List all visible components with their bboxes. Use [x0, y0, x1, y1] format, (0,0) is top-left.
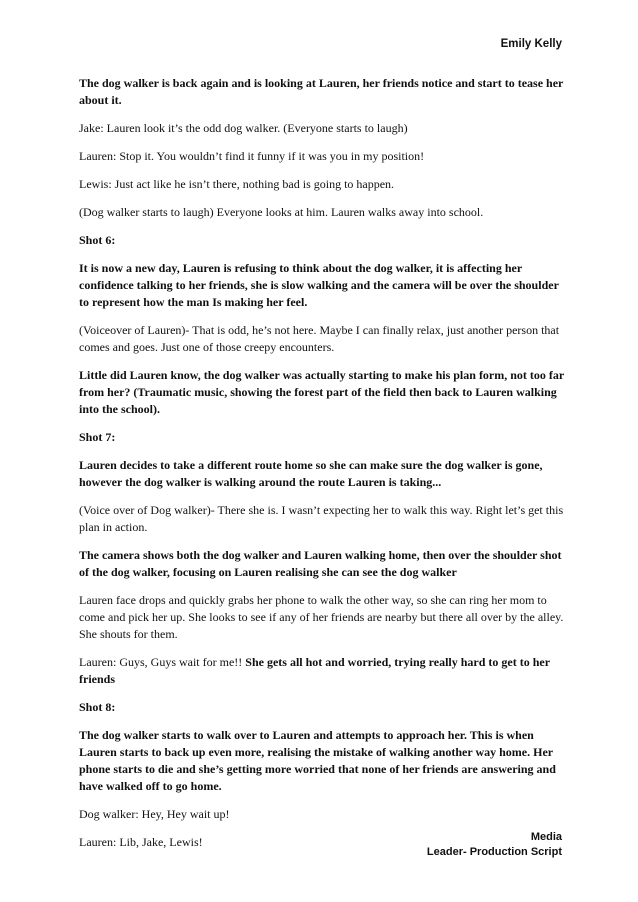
shot-heading: Shot 7:	[79, 430, 116, 444]
shot-heading: Shot 6:	[79, 233, 116, 247]
dialogue-line: Lauren: Stop it. You wouldn’t find it funny if it was you in my position!	[79, 149, 425, 163]
dialogue-line: Lewis: Just act like he isn’t there, nothing bad is going to happen.	[79, 177, 395, 191]
stage-direction: Lauren face drops and quickly grabs her phone to walk the other way, so she can ring her mom to come and pick her up. She looks to see if any of her friends are nearby but there all over by the alley. She shouts for them.	[79, 593, 564, 641]
dialogue-line: (Voice over of Dog walker)- There she is. I wasn’t expecting her to walk this way. Right let’s get this plan in action.	[79, 503, 564, 534]
dialogue-line	[79, 654, 565, 688]
scene-direction: Lauren decides to take a different route home so she can make sure the dog walker is gone, however the dog walker is walking around the route Lauren is taking...	[79, 458, 543, 489]
footer-subject: Media	[530, 831, 562, 843]
dialogue-speech: Lauren: Guys, Guys wait for me!!	[79, 655, 246, 669]
page-footer	[427, 830, 562, 860]
stage-direction: (Dog walker starts to laugh) Everyone looks at him. Lauren walks away into school.	[79, 205, 484, 219]
scene-direction: The camera shows both the dog walker and Lauren walking home, then over the shoulder shot of the dog walker, focusing on Lauren realising she can see the dog walker	[79, 548, 562, 579]
dialogue-line: Jake: Lauren look it’s the odd dog walker. (Everyone starts to laugh)	[79, 121, 408, 135]
scene-direction: Little did Lauren know, the dog walker was actually starting to make his plan form, not too far from her? (Traumatic music, showing the forest part of the field then back to Lauren walking into the school).	[79, 368, 565, 416]
dialogue-line: (Voiceover of Lauren)- That is odd, he’s not here. Maybe I can finally relax, just another person that comes and goes. Just one of those creepy encounters.	[79, 323, 560, 354]
dialogue-line: Lauren: Lib, Jake, Lewis!	[79, 835, 203, 849]
scene-direction: It is now a new day, Lauren is refusing to think about the dog walker, it is affecting her confidence talking to her friends, she is slow walking and the camera will be over the shoulder to represent how the man Is making her feel.	[79, 261, 559, 309]
dialogue-line: Dog walker: Hey, Hey wait up!	[79, 807, 230, 821]
dialogue-action: She gets all hot and worried, trying really hard to get to her friends	[79, 655, 550, 686]
scene-direction: The dog walker is back again and is looking at Lauren, her friends notice and start to tease her about it.	[79, 76, 564, 107]
scene-direction: The dog walker starts to walk over to Lauren and attempts to approach her. This is when Lauren starts to back up even more, realising the mistake of walking another way home. Her phone starts to die and she’s getting more worried that none of her friends are answering and have walked off to go home.	[79, 728, 556, 793]
shot-heading: Shot 8:	[79, 700, 116, 714]
script-body	[79, 75, 565, 862]
author-name: Emily Kelly	[500, 38, 562, 50]
footer-role: Leader- Production Script	[426, 846, 562, 858]
